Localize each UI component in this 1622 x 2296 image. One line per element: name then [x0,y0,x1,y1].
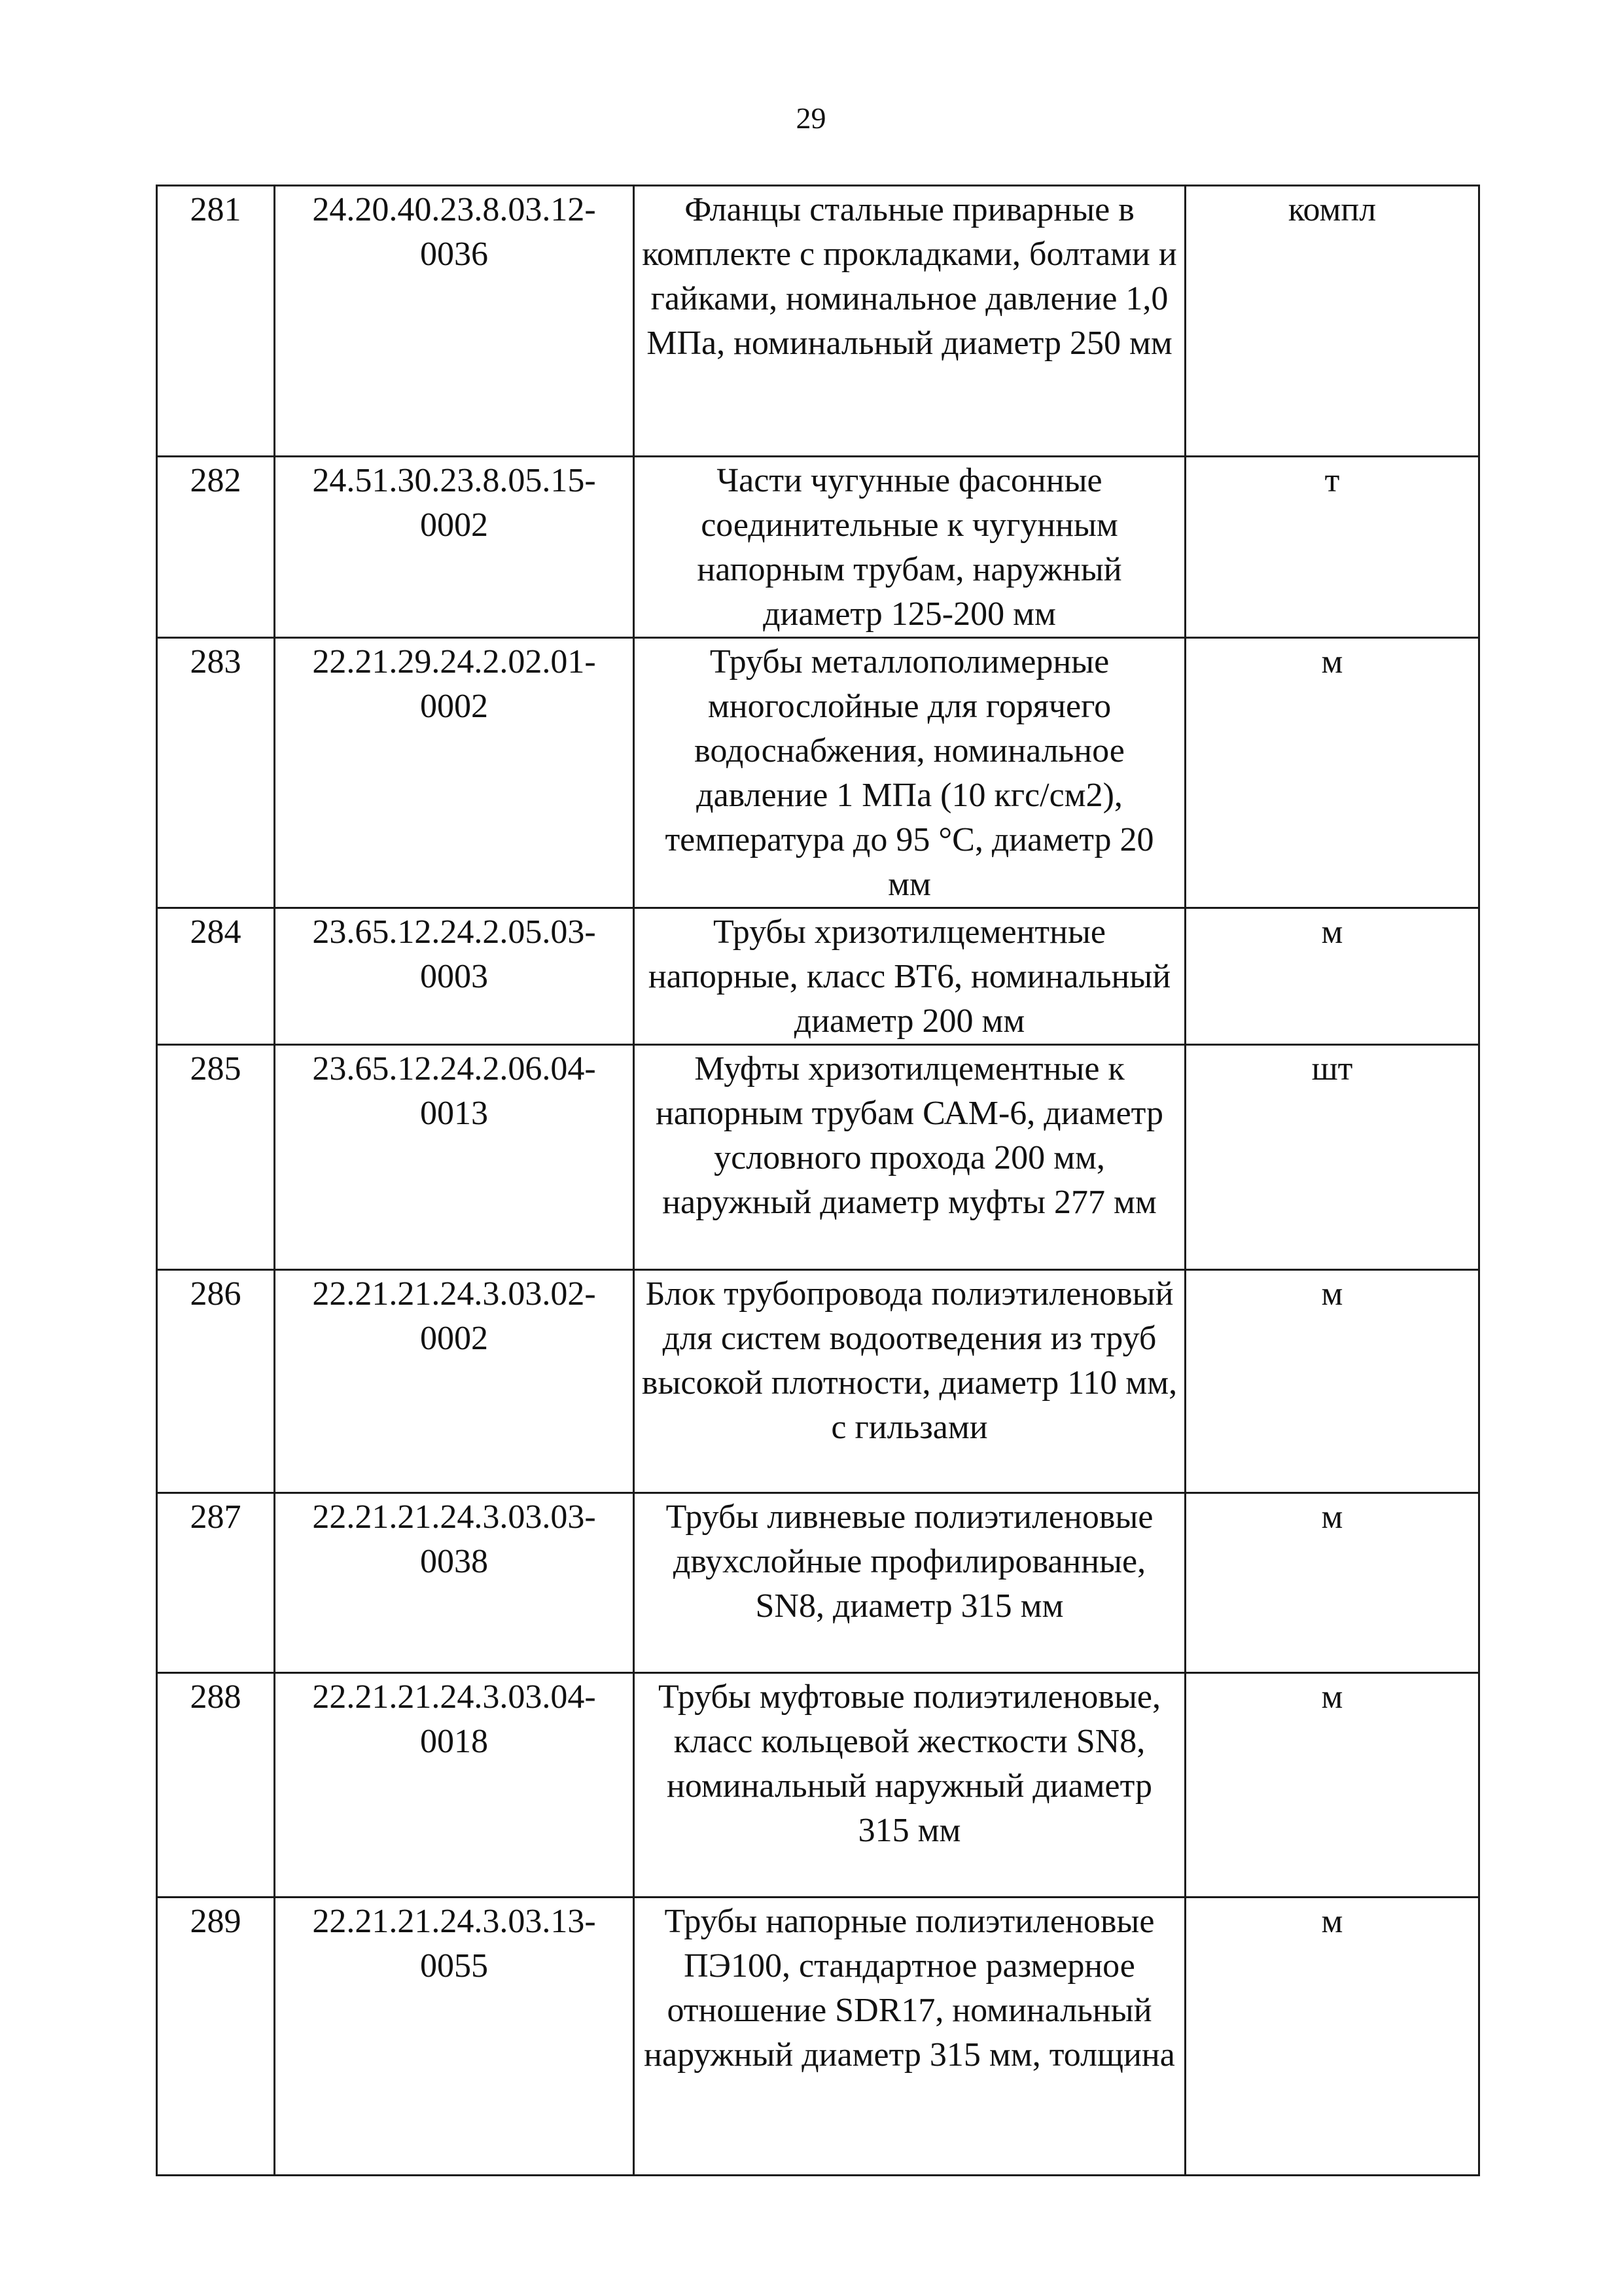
row-number: 282 [157,457,275,638]
resource-code: 24.20.40.23.8.03.12-0036 [275,186,634,457]
resource-name: Блок трубопровода полиэтиленовый для систем водоотведения из труб высокой плотности, диаметр 110 мм, с гильзами [634,1270,1186,1493]
unit-of-measure: т [1186,457,1479,638]
row-number: 281 [157,186,275,457]
table-row [157,1270,1479,1493]
table-row [157,1493,1479,1673]
resource-name: Трубы металлополимерные многослойные для горячего водоснабжения, номинальное давление 1 МПа (10 кгс/см2), температура до 95 °С, диаметр 20 мм [634,638,1186,908]
unit-of-measure: м [1186,638,1479,908]
unit-of-measure: м [1186,908,1479,1045]
unit-of-measure: м [1186,1493,1479,1673]
resource-code: 22.21.21.24.3.03.13-0055 [275,1898,634,2176]
row-number: 288 [157,1673,275,1898]
resource-name: Трубы хризотилцементные напорные, класс ВТ6, номинальный диаметр 200 мм [634,908,1186,1045]
resource-name: Трубы напорные полиэтиленовые ПЭ100, стандартное размерное отношение SDR17, номинальный наружный диаметр 315 мм, толщина [634,1898,1186,2176]
resource-code: 22.21.29.24.2.02.01-0002 [275,638,634,908]
table-row [157,638,1479,908]
resource-code: 22.21.21.24.3.03.03-0038 [275,1493,634,1673]
table-row [157,1045,1479,1270]
row-number: 284 [157,908,275,1045]
resource-name: Фланцы стальные приварные в комплекте с прокладками, болтами и гайками, номинальное давление 1,0 МПа, номинальный диаметр 250 мм [634,186,1186,457]
table-row [157,1673,1479,1898]
resource-code: 22.21.21.24.3.03.02-0002 [275,1270,634,1493]
row-number: 285 [157,1045,275,1270]
page-number: 29 [796,101,826,135]
row-number: 283 [157,638,275,908]
row-number: 289 [157,1898,275,2176]
row-number: 286 [157,1270,275,1493]
table-row [157,186,1479,457]
resource-name: Муфты хризотилцементные к напорным трубам САМ-6, диаметр условного прохода 200 мм, наружный диаметр муфты 277 мм [634,1045,1186,1270]
table-row [157,457,1479,638]
unit-of-measure: м [1186,1898,1479,2176]
resource-name: Трубы муфтовые полиэтиленовые, класс кольцевой жесткости SN8, номинальный наружный диаметр 315 мм [634,1673,1186,1898]
resource-code: 23.65.12.24.2.05.03-0003 [275,908,634,1045]
resource-name: Части чугунные фасонные соединительные к чугунным напорным трубам, наружный диаметр 125-200 мм [634,457,1186,638]
resource-code: 22.21.21.24.3.03.04-0018 [275,1673,634,1898]
resources-table [156,185,1480,2176]
resource-code: 23.65.12.24.2.06.04-0013 [275,1045,634,1270]
table-row [157,1898,1479,2176]
unit-of-measure: м [1186,1270,1479,1493]
table-row [157,908,1479,1045]
resource-code: 24.51.30.23.8.05.15-0002 [275,457,634,638]
unit-of-measure: компл [1186,186,1479,457]
resource-name: Трубы ливневые полиэтиленовые двухслойные профилированные, SN8, диаметр 315 мм [634,1493,1186,1673]
unit-of-measure: шт [1186,1045,1479,1270]
unit-of-measure: м [1186,1673,1479,1898]
row-number: 287 [157,1493,275,1673]
